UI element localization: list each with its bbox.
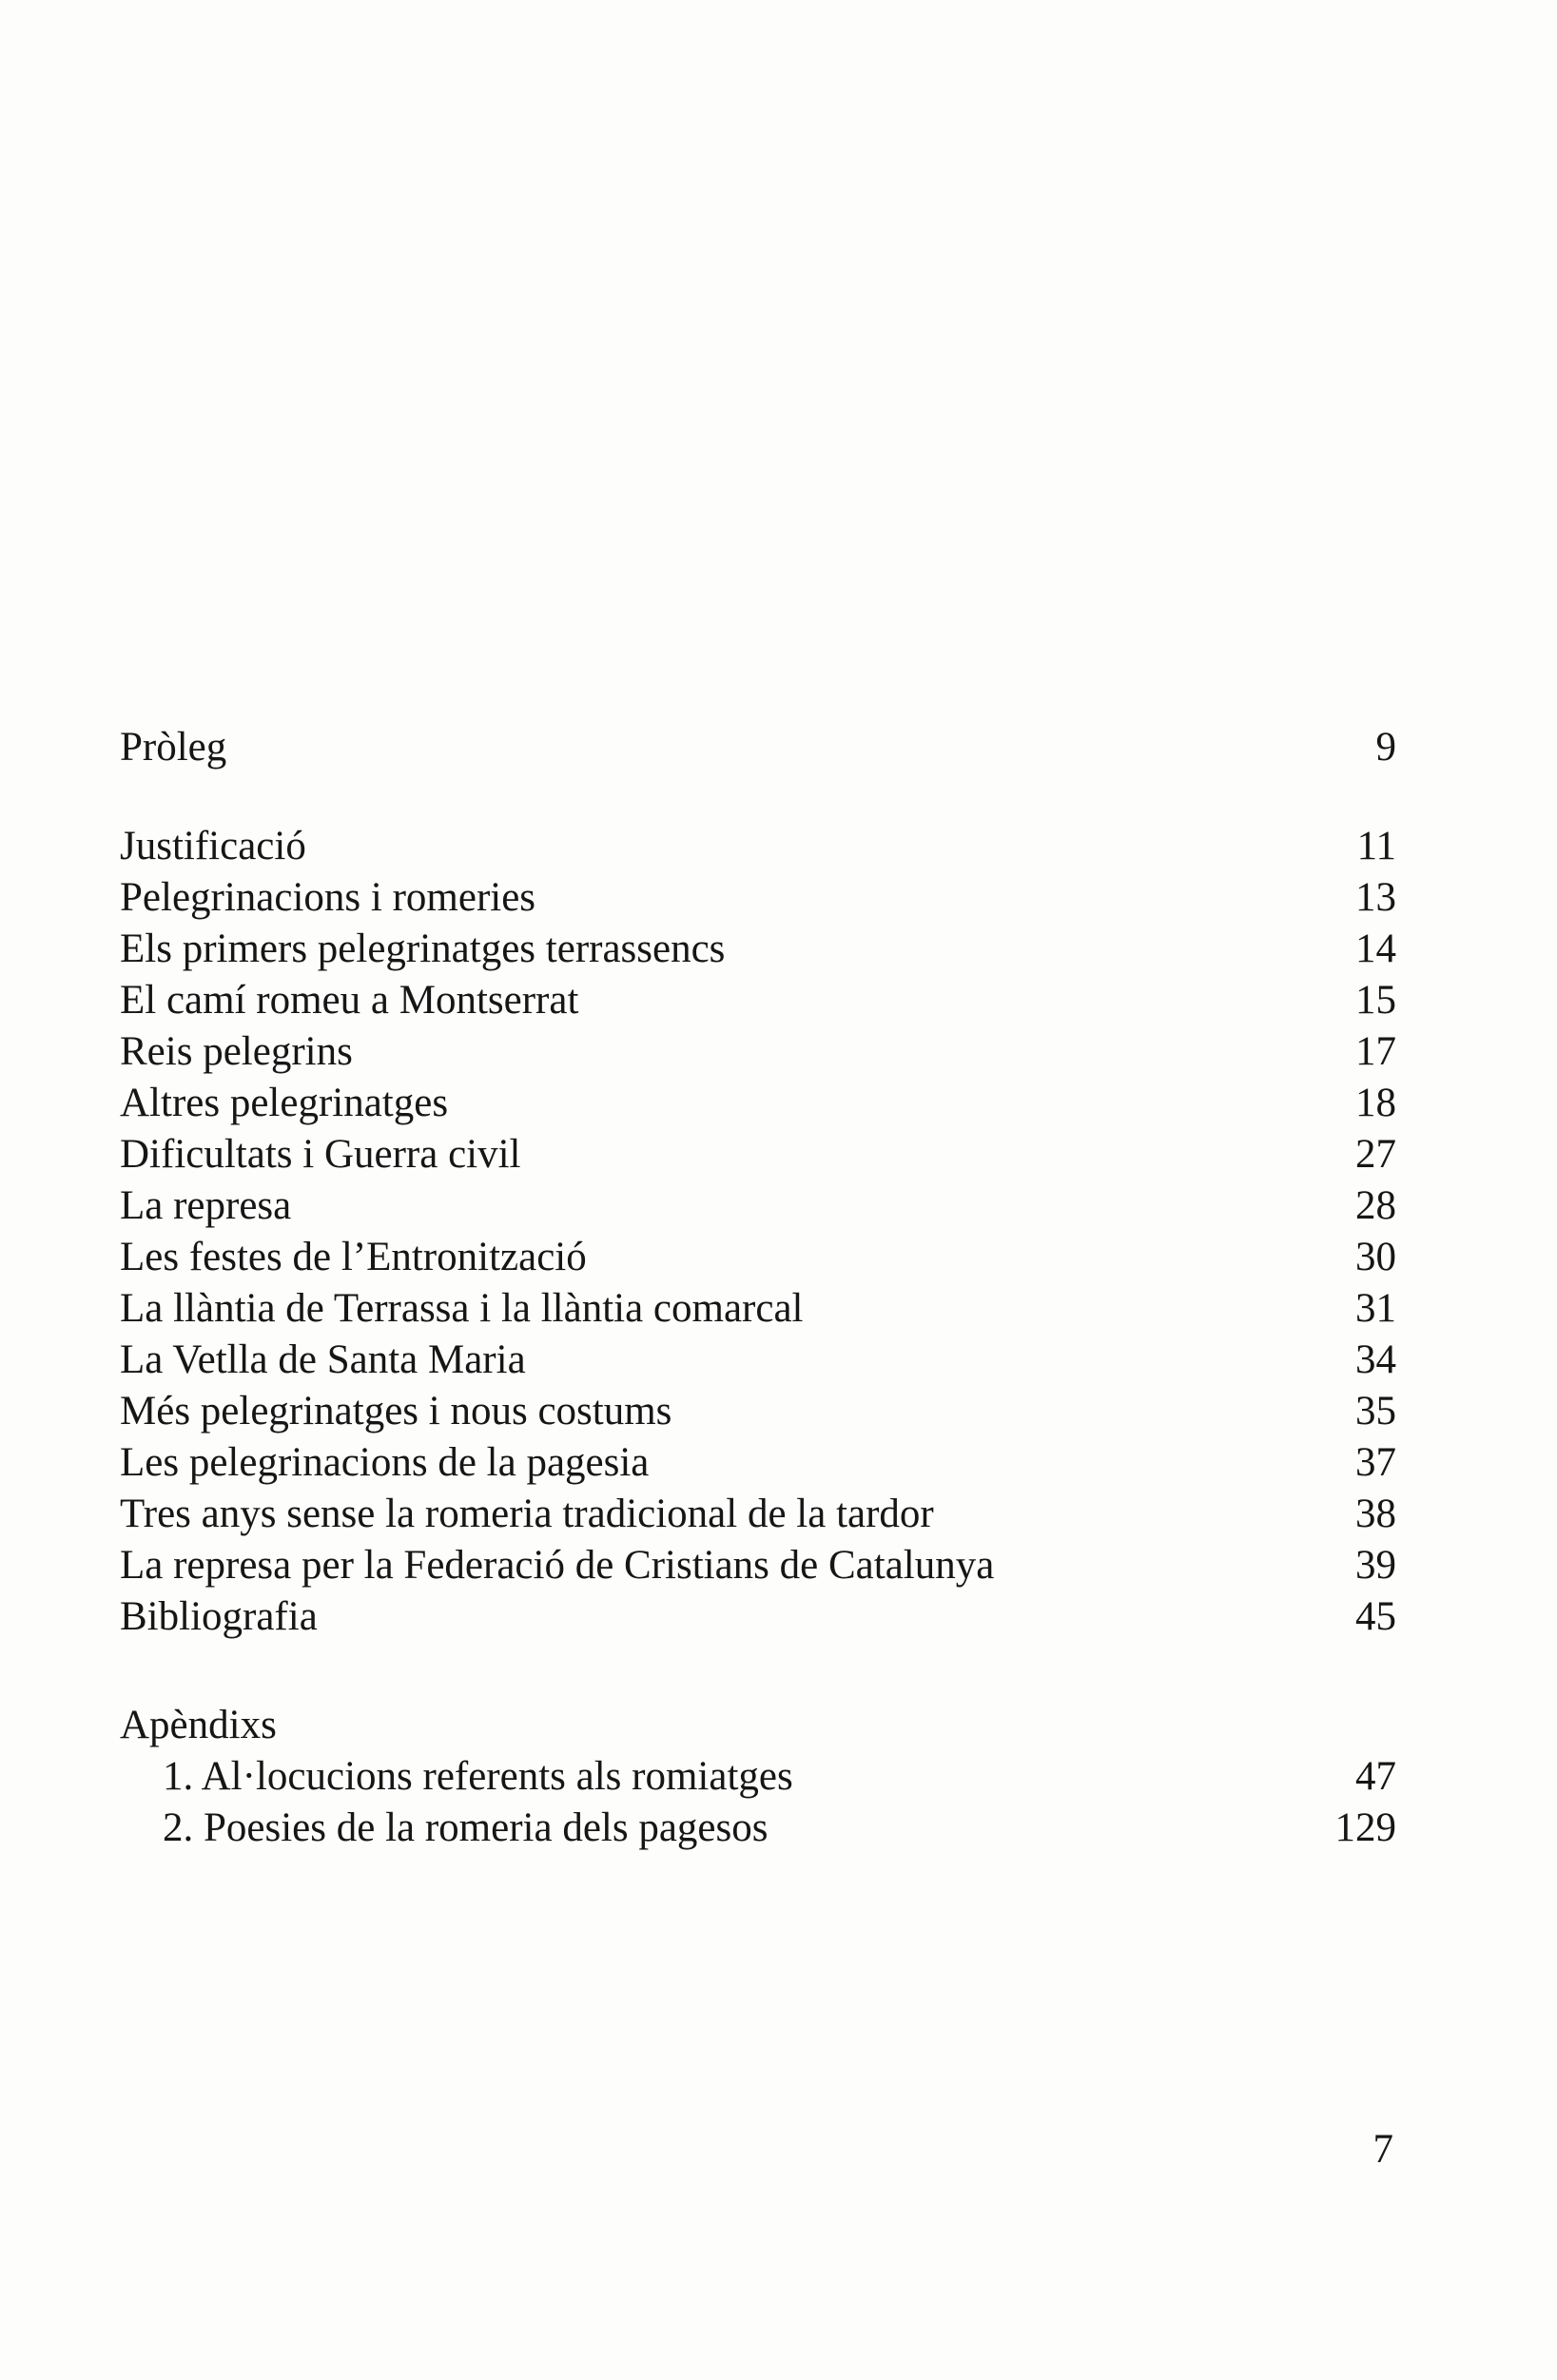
toc-page-number: 129	[1334, 1805, 1396, 1850]
toc-entry	[120, 1334, 1396, 1387]
toc-page-number: 15	[1355, 978, 1396, 1023]
toc-entry-title: La Vetlla de Santa Maria	[120, 1334, 532, 1387]
toc-page-number: 35	[1355, 1389, 1396, 1434]
toc-entry	[120, 923, 1396, 976]
toc-entry	[120, 974, 1396, 1027]
toc-entry-title: Pròleg	[120, 721, 232, 774]
toc-entry	[120, 721, 1396, 774]
toc-entry	[120, 1282, 1396, 1336]
toc-page-number: 28	[1355, 1183, 1396, 1228]
toc-entry-title: La llàntia de Terrassa i la llàntia comarcal	[120, 1282, 809, 1336]
toc-entry	[120, 820, 1396, 873]
toc-entry-title: Reis pelegrins	[120, 1025, 359, 1079]
toc-page-number: 17	[1355, 1029, 1396, 1074]
toc-entry-title: Justificació	[120, 820, 312, 873]
toc-entry	[120, 1025, 1396, 1079]
toc-page-number: 30	[1355, 1235, 1396, 1279]
toc-entry-title: La represa per la Federació de Cristians de Catalunya	[120, 1539, 1000, 1592]
toc-entry	[120, 1385, 1396, 1438]
toc-page-number: 11	[1356, 824, 1396, 868]
toc-entry	[120, 1077, 1396, 1130]
toc-page-number: 27	[1355, 1132, 1396, 1177]
toc-page-number: 14	[1355, 927, 1396, 971]
toc-entry-title: El camí romeu a Montserrat	[120, 974, 584, 1027]
toc-entry-title: La represa	[120, 1180, 297, 1233]
toc-entry-title: Pelegrinacions i romeries	[120, 871, 541, 925]
toc-entry	[120, 1180, 1396, 1233]
toc-entry-title: 1. Al·locucions referents als romiatges	[163, 1750, 799, 1804]
toc-entry	[120, 1539, 1396, 1592]
toc-entry-title: Dificultats i Guerra civil	[120, 1128, 527, 1181]
toc-page-number: 34	[1355, 1337, 1396, 1382]
toc-page-number: 37	[1355, 1440, 1396, 1485]
toc-page-number: 45	[1355, 1594, 1396, 1639]
toc-entry-title: Altres pelegrinatges	[120, 1077, 454, 1130]
toc-entry	[120, 1590, 1396, 1644]
toc-entry-title: Les festes de l’Entronització	[120, 1231, 593, 1284]
toc-page-number: 18	[1355, 1081, 1396, 1125]
appendix-heading: Apèndixs	[120, 1703, 277, 1747]
toc-entry	[120, 1128, 1396, 1181]
toc-entry	[120, 1750, 1396, 1804]
toc-entry	[120, 1802, 1396, 1855]
toc-entry	[120, 871, 1396, 925]
toc-entry-title: 2. Poesies de la romeria dels pagesos	[163, 1802, 773, 1855]
toc-entry	[120, 1436, 1396, 1490]
toc-page-number: 9	[1375, 725, 1396, 770]
toc-page-number: 13	[1355, 875, 1396, 920]
toc-page-number: 31	[1355, 1286, 1396, 1331]
toc-entry-title: Els primers pelegrinatges terrassencs	[120, 923, 730, 976]
toc-page-number: 47	[1355, 1754, 1396, 1799]
toc-entry-title: Tres anys sense la romeria tradicional de la tardor	[120, 1488, 940, 1541]
toc-entry-title: Les pelegrinacions de la pagesia	[120, 1436, 654, 1490]
toc-entry-title: Bibliografia	[120, 1590, 323, 1644]
toc-entry	[120, 1488, 1396, 1541]
page-number: 7	[1372, 2127, 1393, 2172]
toc-entry-title: Més pelegrinatges i nous costums	[120, 1385, 677, 1438]
toc-page-number: 38	[1355, 1492, 1396, 1536]
toc-page-number: 39	[1355, 1543, 1396, 1588]
toc-entry	[120, 1231, 1396, 1284]
